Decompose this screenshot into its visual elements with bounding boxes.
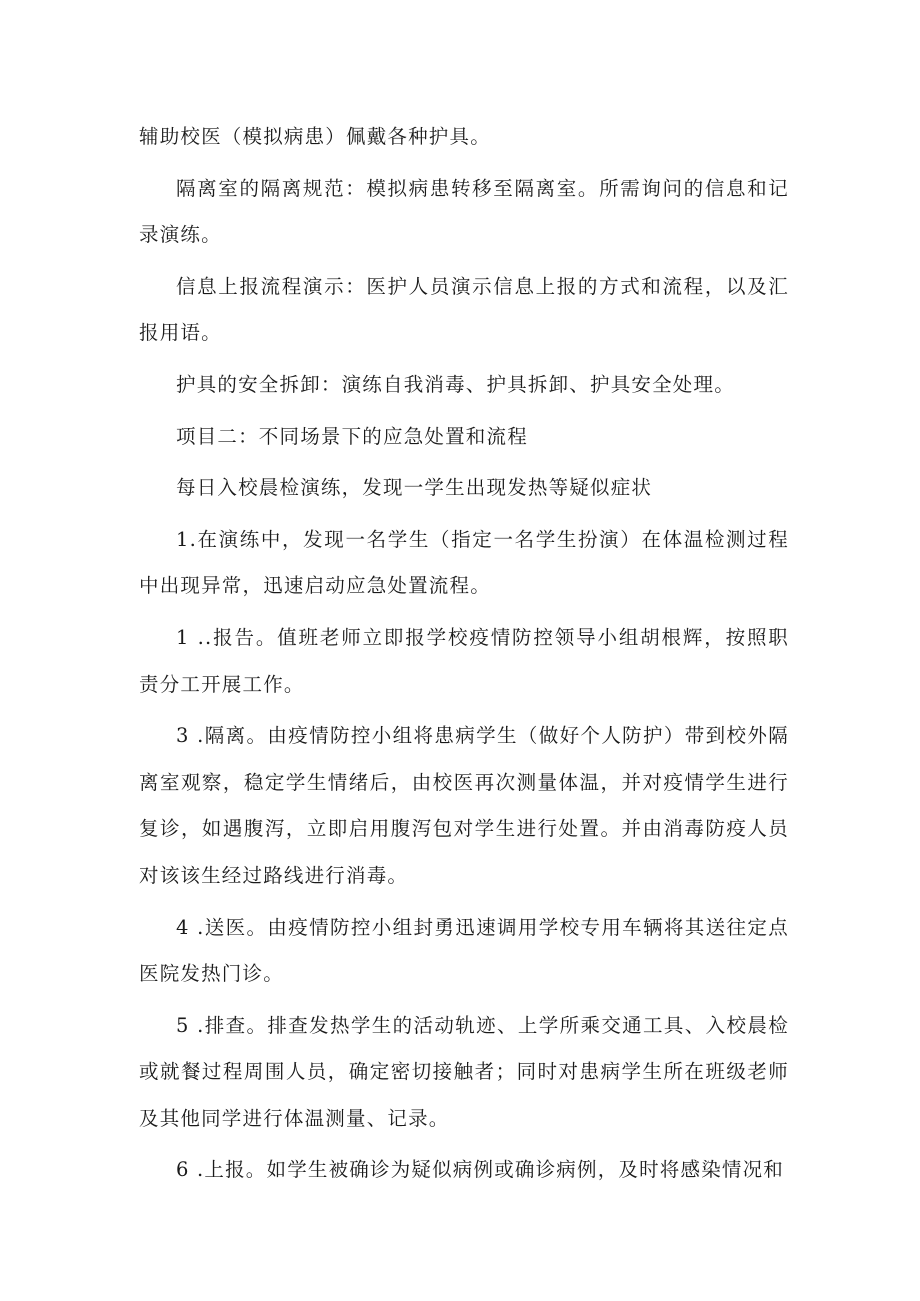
paragraph-step-3-isolation: 3 .隔离。由疫情防控小组将患病学生（做好个人防护）带到校外隔离室观察，稳定学生情绪后，由校医再次测量体温，并对疫情学生进行复诊，如遇腹泻，立即启用腹泻包对学生进行处置。并由消毒防疫人员对该该生经过路线进行消毒。 (139, 724, 789, 887)
paragraph-step-1-drill: 1.在演练中，发现一名学生（指定一名学生扮演）在体温检测过程中出现异常，迅速启动应急处置流程。 (139, 527, 789, 598)
paragraph-project-two-heading: 项目二：不同场景下的应急处置和流程 (176, 424, 528, 448)
paragraph-gear-removal: 护具的安全拆卸：演练自我消毒、护具拆卸、护具安全处理。 (176, 372, 735, 396)
paragraph-step-4-hospital: 4 .送医。由疫情防控小组封勇迅速调用学校专用车辆将其送往定点医院发热门诊。 (139, 915, 789, 986)
paragraph-isolation-room: 隔离室的隔离规范：模拟病患转移至隔离室。所需询问的信息和记录演练。 (139, 176, 789, 247)
document-body (139, 114, 789, 1199)
paragraph-info-reporting: 信息上报流程演示：医护人员演示信息上报的方式和流程，以及汇报用语。 (139, 274, 789, 345)
paragraph-morning-check: 每日入校晨检演练，发现一学生出现发热等疑似症状 (176, 476, 653, 500)
paragraph-step-6-escalation: 6 .上报。如学生被确诊为疑似病例或确诊病例，及时将感染情况和 (176, 1158, 785, 1182)
paragraph-step-report: 1 ..报告。值班老师立即报学校疫情防控领导小组胡根辉，按照职责分工开展工作。 (139, 625, 789, 696)
paragraph-protective-gear: 辅助校医（模拟病患）佩戴各种护具。 (139, 125, 491, 148)
paragraph-step-5-investigation: 5 .排查。排查发热学生的活动轨迹、上学所乘交通工具、入校晨检或就餐过程周围人员，确定密切接触者；同时对患病学生所在班级老师及其他同学进行体温测量、记录。 (139, 1013, 789, 1130)
